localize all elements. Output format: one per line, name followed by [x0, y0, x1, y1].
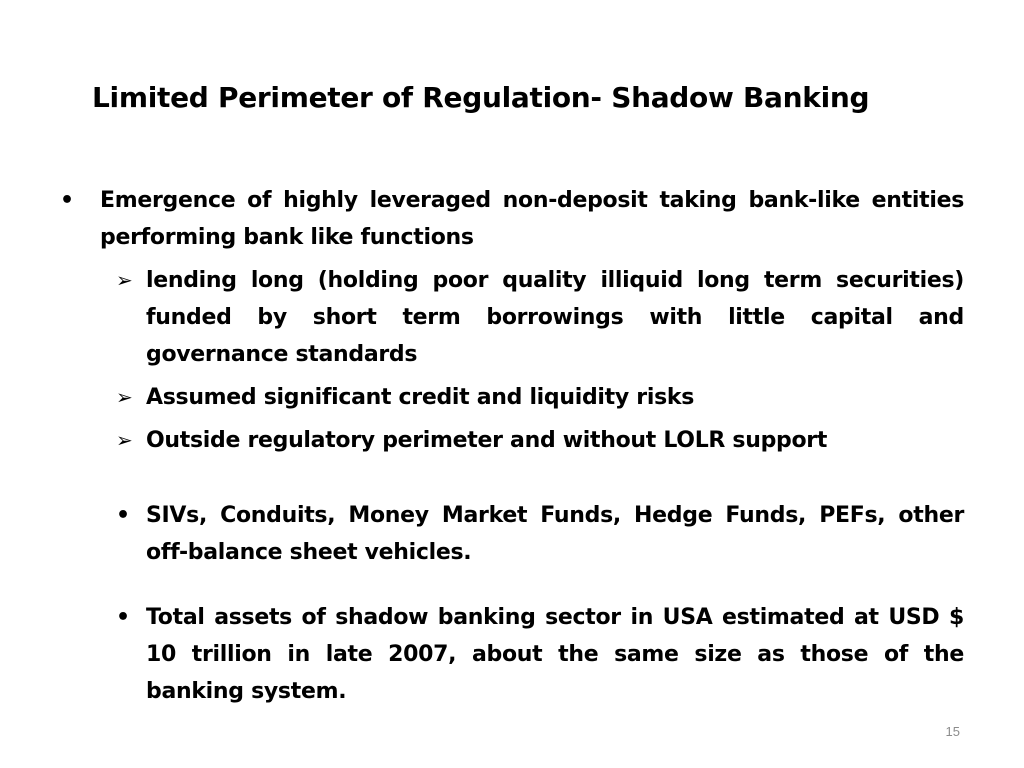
sub-bullet-text: Assumed significant credit and liquidity risks — [146, 385, 694, 410]
sub-bullet-lending-long — [56, 262, 964, 373]
bullet-dot-icon: • — [116, 605, 130, 630]
sub-bullet-text: lending long (holding poor quality illiquid long term securities) funded by short term borrowings with little capital and governance standards — [146, 268, 964, 367]
slide-title: Limited Perimeter of Regulation- Shadow Banking — [92, 81, 870, 114]
bullet-total-assets — [56, 599, 964, 710]
sub-bullet-credit-risks — [56, 379, 964, 416]
bullet-text: SIVs, Conduits, Money Market Funds, Hedge Funds, PEFs, other off-balance sheet vehicles. — [146, 503, 964, 565]
bullet-emergence — [56, 182, 964, 256]
sub-bullet-outside-perimeter — [56, 422, 964, 459]
bullet-sivs — [56, 497, 964, 571]
slide-content — [56, 182, 964, 710]
arrow-bullet-icon: ➢ — [116, 385, 133, 409]
arrow-bullet-icon: ➢ — [116, 428, 133, 452]
arrow-bullet-icon: ➢ — [116, 268, 133, 292]
sub-bullet-text: Outside regulatory perimeter and without LOLR support — [146, 428, 828, 453]
bullet-text: Emergence of highly leveraged non-deposit taking bank-like entities performing bank like functions — [100, 188, 964, 250]
bullet-dot-icon: • — [116, 503, 130, 528]
page-number: 15 — [945, 724, 960, 739]
bullet-dot-icon: • — [60, 188, 74, 213]
bullet-text: Total assets of shadow banking sector in USA estimated at USD $ 10 trillion in late 2007, about the same size as those of the banking system. — [146, 605, 964, 704]
